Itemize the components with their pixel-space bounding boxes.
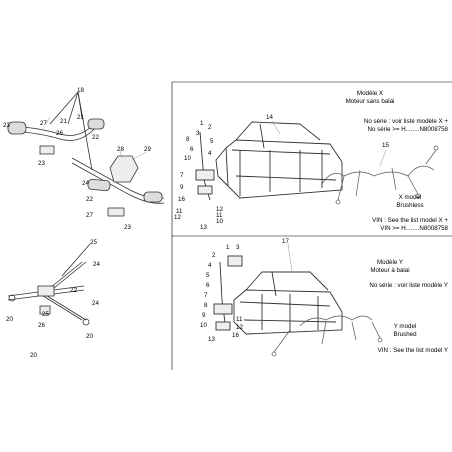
callout-number: 25 (90, 239, 97, 246)
callout-number: 26 (38, 322, 45, 329)
callout-number: 13 (208, 336, 215, 343)
callout-number: 1 (200, 120, 204, 127)
callout-number: 21 (77, 114, 84, 121)
callout-number: 14 (266, 114, 273, 121)
callout-number: 9 (202, 312, 206, 319)
callout-number: 5 (210, 138, 214, 145)
callout-number: 20 (86, 333, 93, 340)
panel-x-vin-2: VIN >= H........N8008758 (380, 225, 448, 232)
panel-x-title: Modèle X (356, 90, 384, 97)
callout-number: 4 (208, 150, 212, 157)
frame-y-outline (234, 290, 342, 334)
callout-number: 27 (86, 212, 93, 219)
callout-number: 11 (236, 316, 243, 323)
callout-number: 27 (40, 120, 47, 127)
panel-x-subtitle: Moteur sans balai (345, 98, 395, 105)
panel-x-vin: VIN : See the list model X + (372, 217, 448, 224)
callout-number: 7 (180, 172, 184, 179)
callout-number: 21 (60, 118, 67, 125)
callout-number: 5 (206, 272, 210, 279)
callout-number: 22 (86, 196, 93, 203)
panel-y-model: Y model (393, 323, 417, 330)
callout-number: 12 (236, 324, 243, 331)
callout-number: 23 (38, 160, 45, 167)
callout-number: 22 (92, 134, 99, 141)
callout-number: 16 (232, 332, 239, 339)
callout-number: 13 (200, 224, 207, 231)
steering-column (50, 262, 82, 288)
callout-number: 24 (93, 261, 100, 268)
callout-number: 10 (200, 322, 207, 329)
callout-number: 3 (236, 244, 240, 251)
callout-number: 28 (117, 146, 124, 153)
callout-number: 7 (204, 292, 208, 299)
callout-number: 17 (282, 238, 289, 245)
frame-y-steering-shaft (220, 262, 226, 330)
callout-number: 25 (42, 311, 49, 318)
callout-number: 8 (186, 136, 190, 143)
callout-number: 2 (212, 252, 216, 259)
steering-assembly (8, 244, 90, 325)
left-grip (8, 122, 26, 134)
harness-y-main (300, 316, 372, 326)
panel-x-model: X model (398, 194, 422, 201)
callout-number: 1 (226, 244, 230, 251)
harness-x-main (322, 166, 434, 184)
callout-number: 22 (70, 287, 77, 294)
callout-number: 10 (216, 218, 223, 225)
callout-number: 24 (92, 300, 99, 307)
callout-number: 11 (176, 208, 183, 215)
callout-number: 3 (196, 130, 200, 137)
frame-x-outline (226, 140, 342, 198)
panel-y-subtitle: Moteur à balai (370, 267, 410, 274)
callout-number: 18 (77, 87, 84, 94)
callout-number: 20 (30, 352, 37, 359)
panel-x-motor: Brushless (396, 202, 424, 209)
handlebar-cover (110, 156, 138, 182)
panel-y-title: Modèle Y (376, 259, 404, 266)
callout-number: 6 (190, 146, 194, 153)
callout-number: 9 (180, 184, 184, 191)
callout-number: 12 (216, 206, 223, 213)
callout-number: 20 (6, 316, 13, 323)
callout-number: 29 (144, 146, 151, 153)
right-grip (88, 119, 104, 129)
callout-number: 12 (174, 214, 181, 221)
callout-number: 8 (204, 302, 208, 309)
callout-number: 23 (3, 122, 10, 129)
callout-number: 15 (382, 142, 389, 149)
panel-y-vin: VIN : See the list model Y (377, 347, 448, 354)
callout-number: 10 (184, 155, 191, 162)
callout-number: 4 (208, 262, 212, 269)
callout-number: 2 (208, 124, 212, 131)
callout-number: 26 (56, 130, 63, 137)
callout-number: 6 (206, 282, 210, 289)
panel-x-serial: No série : voir liste modèle X + (363, 118, 448, 125)
callout-number: 24 (82, 180, 89, 187)
callout-number: 23 (124, 224, 131, 231)
panel-x-serial-2: No série >= H........N8008758 (367, 126, 448, 133)
panel-y-motor: Brushed (393, 331, 417, 338)
callout-number: 16 (178, 196, 185, 203)
panel-y-serial: No série : voir liste modèle Y (369, 282, 448, 289)
callout-number: 11 (216, 212, 223, 219)
frame-y-drawing (214, 256, 342, 334)
